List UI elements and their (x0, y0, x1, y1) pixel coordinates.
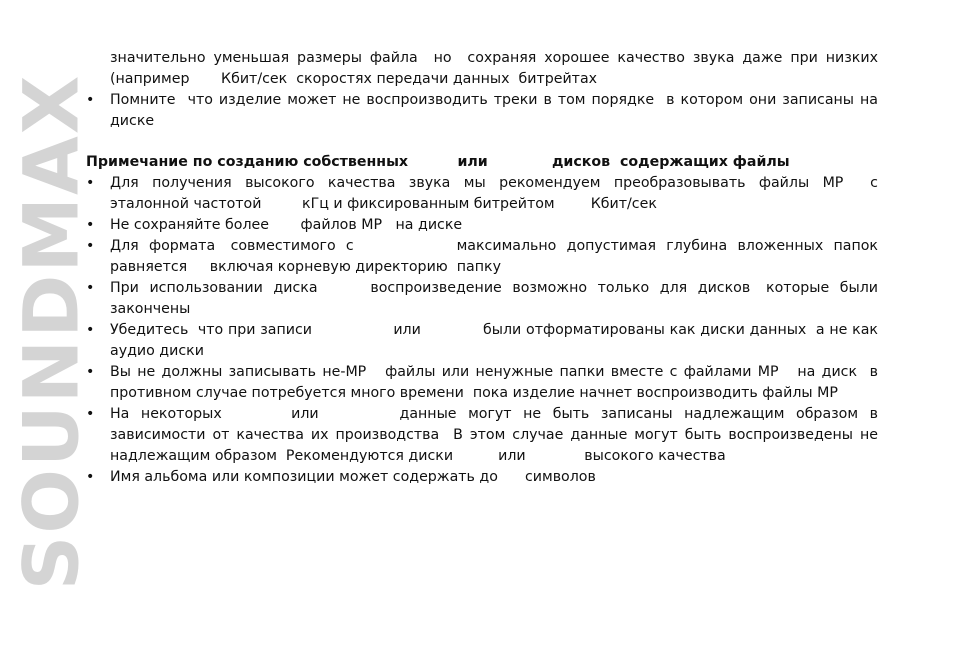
soundmax-logo (6, 56, 96, 608)
list-item: • На некоторых или данные могут не быть записаны надлежащим образом в зависимости от качества их производства В этом случае данные могут быть воспроизведены не надлежащим образом Рекомендуются диски или высокого качества (86, 404, 878, 467)
list-item: • Для формата совместимого с максимально допустимая глубина вложенных папок равняется включая корневую директорию папку (86, 236, 878, 278)
document-body (86, 48, 883, 488)
list-item: • Убедитесь что при записи или были отформатированы как диски данных а не как аудио диски (86, 320, 878, 362)
list-item: • Для получения высокого качества звука мы рекомендуем преобразовывать файлы MP с эталонной частотой кГц и фиксированным битрейтом Кбит/сек (86, 173, 878, 215)
section-heading: Примечание по созданию собственных или дисков содержащих файлы (86, 154, 790, 170)
intro-continuation: значительно уменьшая размеры файла но сохраняя хорошее качество звука даже при низких (например Кбит/сек скоростях передачи данных битрейтах (110, 50, 883, 87)
list-item: • Помните что изделие может не воспроизводить треки в том порядке в котором они записаны на диске (86, 90, 878, 132)
list-item: • Вы не должны записывать не-MP файлы или ненужные папки вместе с файлами MP на диск в противном случае потребуется много времени пока изделие начнет воспроизводить файлы MP (86, 362, 878, 404)
list-item: • Имя альбома или композиции может содержать до символов (86, 467, 878, 488)
list-item: • Не сохраняйте более файлов MP на диске (86, 215, 878, 236)
intro-bullet-list (86, 90, 883, 132)
note-bullet-list (86, 173, 883, 488)
list-item: • При использовании диска воспроизведение возможно только для дисков которые были закончены (86, 278, 878, 320)
soundmax-logo-text: SOUNDMAX (6, 73, 96, 591)
